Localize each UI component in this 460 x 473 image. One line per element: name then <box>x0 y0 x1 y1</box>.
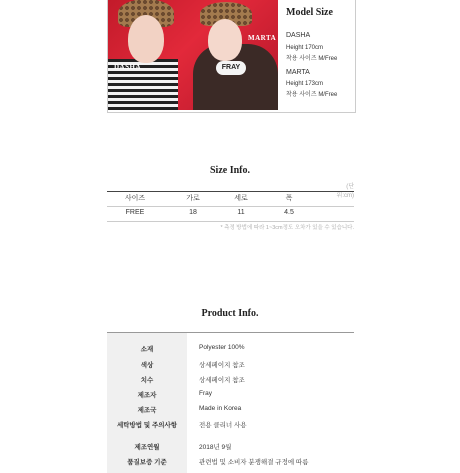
size-unit-label: (단위:cm) <box>336 184 354 199</box>
product-value: 2018년 9월 <box>199 444 232 451</box>
product-value: Made in Korea <box>199 405 242 412</box>
product-value: Fray <box>199 390 212 397</box>
size-header-cell: 가로 <box>186 195 200 202</box>
table-row <box>107 206 354 222</box>
size-cell: FREE <box>125 209 145 216</box>
model-face-left <box>128 15 164 63</box>
product-label: 제조자 <box>137 392 157 399</box>
product-value: 전용 클리너 사용 <box>199 422 247 429</box>
product-value: 상세페이지 참조 <box>199 377 245 384</box>
product-label: 소재 <box>140 346 154 353</box>
model-height: Height 173cm <box>286 81 324 87</box>
model-name: MARTA <box>286 69 310 76</box>
product-value: 관련법 및 소비자 분쟁해결 규정에 따름 <box>199 459 309 466</box>
size-header-cell: 사이즈 <box>124 195 146 202</box>
photo-label-marta: MARTA <box>248 34 277 42</box>
size-cell: 4.5 <box>284 209 294 216</box>
model-height: Height 170cm <box>286 45 324 51</box>
product-value: Polyester 100% <box>199 344 245 351</box>
model-photo <box>108 0 278 110</box>
model-wear-size: 착용 사이즈 M/Free <box>286 92 338 98</box>
size-info-title: Size Info. <box>210 165 250 176</box>
hoodie-logo: FRAY <box>216 61 246 75</box>
size-cell: 11 <box>237 209 245 216</box>
product-label-column <box>107 333 187 473</box>
product-label: 제조국 <box>137 407 157 414</box>
product-info-table <box>107 332 354 473</box>
size-note: * 측정 방법에 따라 1~3cm정도 오차가 있을 수 있습니다. <box>220 225 354 231</box>
size-header-cell: 세로 <box>234 195 248 202</box>
model-wear-size: 착용 사이즈 M/Free <box>286 56 338 62</box>
product-label: 세탁방법 및 주의사항 <box>116 422 178 429</box>
product-value: 상세페이지 참조 <box>199 362 245 369</box>
model-face-right <box>208 19 242 61</box>
size-cell: 18 <box>189 209 197 216</box>
product-label: 품질보증 기준 <box>127 459 167 466</box>
model-size-panel <box>107 0 356 113</box>
model-name: DASHA <box>286 32 311 39</box>
product-label: 색상 <box>140 362 154 369</box>
product-info-title: Product Info. <box>201 308 259 319</box>
model-size-title: Model Size <box>286 7 333 18</box>
size-table-header <box>107 191 354 207</box>
size-header-cell: 폭 <box>285 195 293 202</box>
photo-label-dasha: DASHA <box>114 63 142 71</box>
product-label: 치수 <box>140 377 154 384</box>
product-label: 제조연월 <box>134 444 160 451</box>
